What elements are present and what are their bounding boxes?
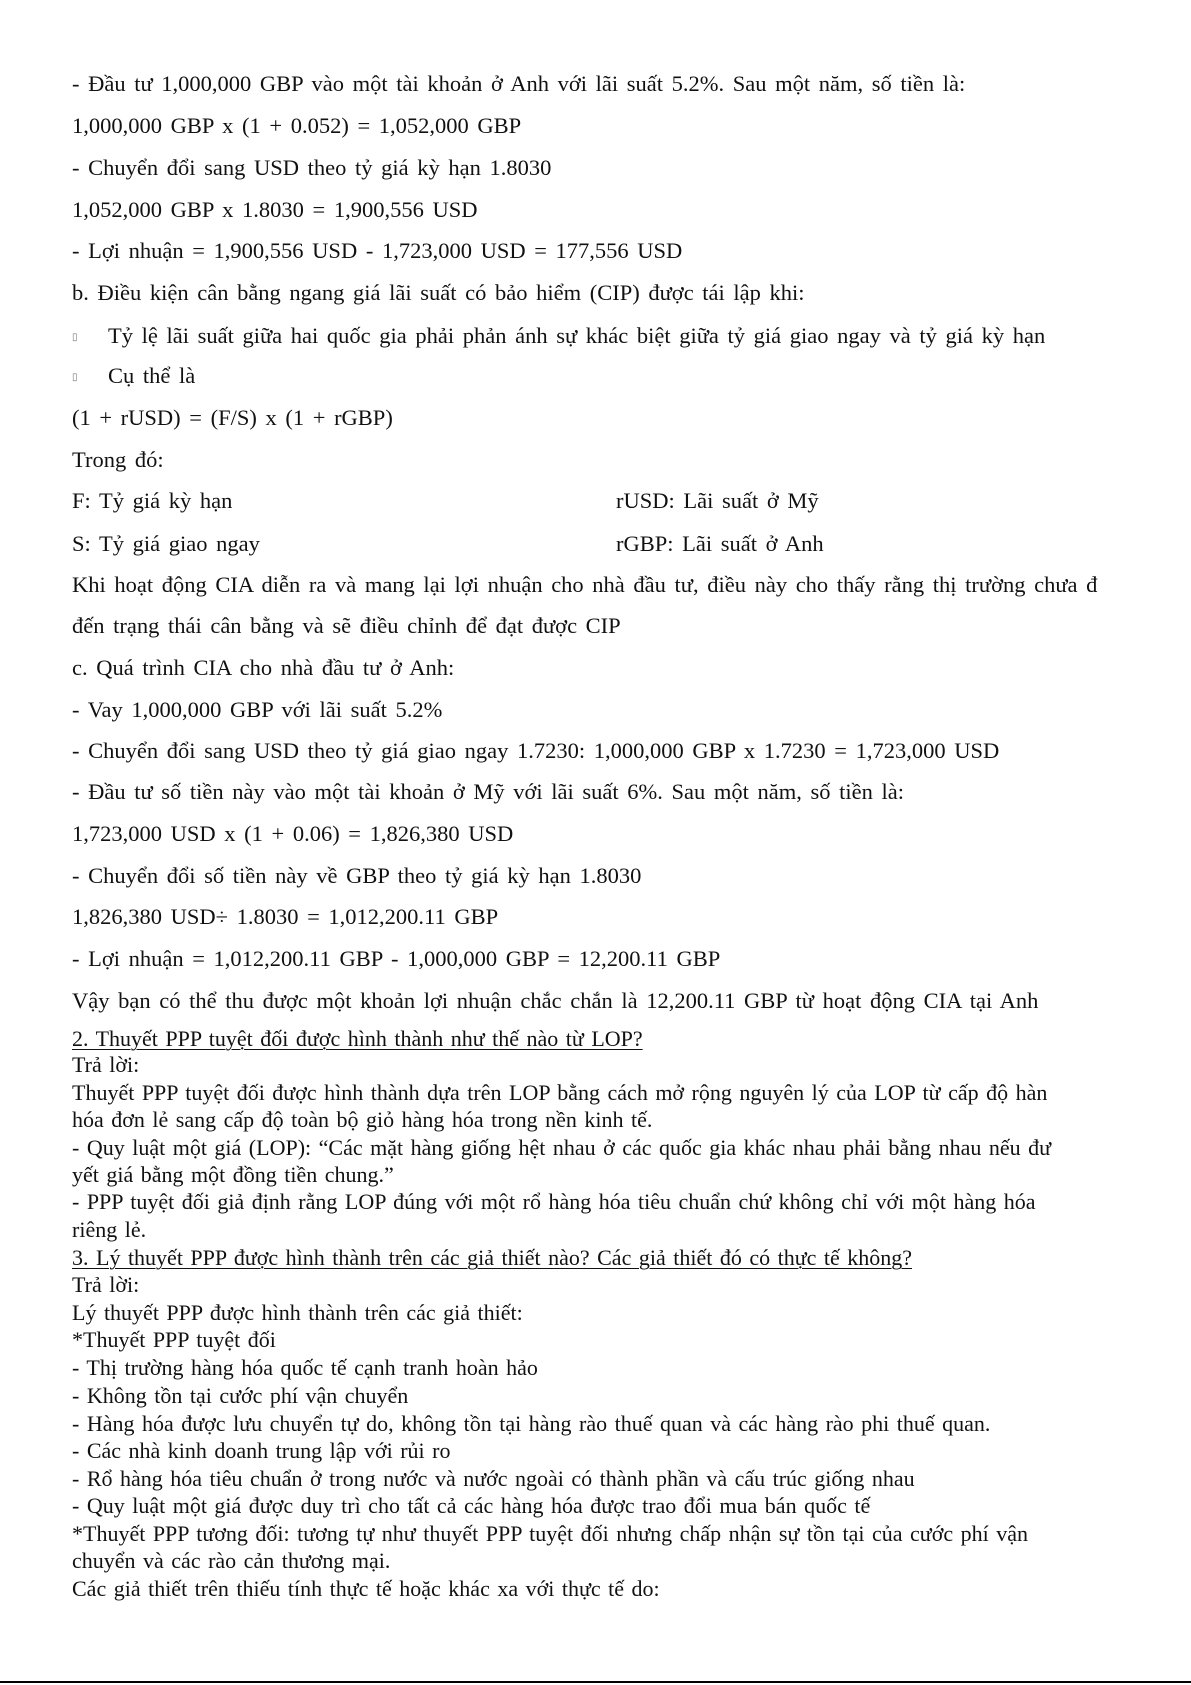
text-line: - Thị trường hàng hóa quốc tế cạnh tranh hoàn hảo (72, 1355, 538, 1380)
definition-F: F: Tỷ giá kỳ hạn (72, 488, 233, 513)
text-line: *Thuyết PPP tương đối: tương tự như thuyết PPP tuyệt đối nhưng chấp nhận sự tồn tại của cước phí vận (72, 1521, 1029, 1546)
text-line: - Quy luật một giá được duy trì cho tất cả các hàng hóa được trao đổi mua bán quốc tế (72, 1493, 871, 1518)
text-line: *Thuyết PPP tuyệt đối (72, 1327, 276, 1352)
bullet-text: Tỷ lệ lãi suất giữa hai quốc gia phải phản ánh sự khác biệt giữa tỷ giá giao ngay và tỷ giá kỳ hạn (108, 323, 1046, 348)
text-line: - Chuyển đổi số tiền này về GBP theo tỷ giá kỳ hạn 1.8030 (72, 863, 642, 888)
text-line: - Chuyển đổi sang USD theo tỷ giá giao ngay 1.7230: 1,000,000 GBP x 1.7230 = 1,723,000 USD (72, 738, 1000, 763)
text-line: - Vay 1,000,000 GBP với lãi suất 5.2% (72, 697, 443, 722)
text-line: 1,826,380 USD÷ 1.8030 = 1,012,200.11 GBP (72, 904, 499, 929)
text-line: chuyển và các rào cản thương mại. (72, 1548, 391, 1573)
text-line: hóa đơn lẻ sang cấp độ toàn bộ giỏ hàng hóa trong nền kinh tế. (72, 1107, 653, 1132)
bullet-item (72, 322, 1045, 352)
text-line: riêng lẻ. (72, 1217, 147, 1242)
text-line: Các giả thiết trên thiếu tính thực tế hoặc khác xa với thực tế do: (72, 1576, 660, 1601)
bullet-text: Cụ thể là (108, 363, 196, 388)
text-line: Trong đó: (72, 447, 164, 472)
text-line: - Chuyển đổi sang USD theo tỷ giá kỳ hạn 1.8030 (72, 155, 552, 180)
text-line: - Đầu tư 1,000,000 GBP vào một tài khoản ở Anh với lãi suất 5.2%. Sau một năm, số tiền là: (72, 71, 966, 96)
section-b-heading: b. Điều kiện cân bằng ngang giá lãi suất có bảo hiểm (CIP) được tái lập khi: (72, 280, 805, 305)
text-line: đến trạng thái cân bằng và sẽ điều chỉnh để đạt được CIP (72, 613, 621, 638)
definition-S: S: Tỷ giá giao ngay (72, 531, 260, 556)
answer-label: Trả lời: (72, 1272, 140, 1297)
text-line: - Rổ hàng hóa tiêu chuẩn ở trong nước và nước ngoài có thành phần và cấu trúc giống nhau (72, 1466, 915, 1491)
text-line: - Quy luật một giá (LOP): “Các mặt hàng giống hệt nhau ở các quốc gia khác nhau phải bằng nhau nếu đư (72, 1135, 1052, 1160)
cip-formula: (1 + rUSD) = (F/S) x (1 + rGBP) (72, 405, 393, 430)
answer-label: Trả lời: (72, 1052, 140, 1077)
definition-rUSD: rUSD: Lãi suất ở Mỹ (616, 488, 819, 513)
text-line: 1,052,000 GBP x 1.8030 = 1,900,556 USD (72, 197, 478, 222)
text-line: Khi hoạt động CIA diễn ra và mang lại lợi nhuận cho nhà đầu tư, điều này cho thấy rằng thị trường chưa đ (72, 572, 1098, 597)
text-line: - Lợi nhuận = 1,012,200.11 GBP - 1,000,000 GBP = 12,200.11 GBP (72, 946, 721, 971)
text-line: - PPP tuyệt đối giả định rằng LOP đúng với một rổ hàng hóa tiêu chuẩn chứ không chỉ với một hàng hóa (72, 1189, 1036, 1214)
text-line: - Hàng hóa được lưu chuyển tự do, không tồn tại hàng rào thuế quan và các hàng rào phi thuế quan. (72, 1411, 991, 1436)
bullet-icon: ▯ (72, 371, 78, 383)
text-line: yết giá bằng một đồng tiền chung.” (72, 1162, 394, 1187)
text-line: Thuyết PPP tuyệt đối được hình thành dựa trên LOP bằng cách mở rộng nguyên lý của LOP từ cấp độ hàn (72, 1080, 1048, 1105)
text-line: - Lợi nhuận = 1,900,556 USD - 1,723,000 USD = 177,556 USD (72, 238, 683, 263)
text-line: - Không tồn tại cước phí vận chuyển (72, 1383, 409, 1408)
text-line: - Đầu tư số tiền này vào một tài khoản ở Mỹ với lãi suất 6%. Sau một năm, số tiền là: (72, 779, 904, 804)
bullet-item (72, 362, 195, 392)
bullet-icon: ▯ (72, 331, 78, 343)
page-bottom-divider (0, 1681, 1191, 1683)
text-line: Lý thuyết PPP được hình thành trên các giả thiết: (72, 1300, 523, 1325)
question-2-title: 2. Thuyết PPP tuyệt đối được hình thành như thế nào từ LOP? (72, 1026, 643, 1051)
definition-rGBP: rGBP: Lãi suất ở Anh (616, 531, 824, 556)
section-c-heading: c. Quá trình CIA cho nhà đầu tư ở Anh: (72, 655, 455, 680)
text-line: 1,000,000 GBP x (1 + 0.052) = 1,052,000 GBP (72, 113, 522, 138)
text-line: - Các nhà kinh doanh trung lập với rủi ro (72, 1438, 451, 1463)
question-3-title: 3. Lý thuyết PPP được hình thành trên các giả thiết nào? Các giả thiết đó có thực tế không? (72, 1245, 913, 1270)
text-line: Vậy bạn có thể thu được một khoản lợi nhuận chắc chắn là 12,200.11 GBP từ hoạt động CIA tại Anh (72, 988, 1039, 1013)
text-line: 1,723,000 USD x (1 + 0.06) = 1,826,380 USD (72, 821, 514, 846)
